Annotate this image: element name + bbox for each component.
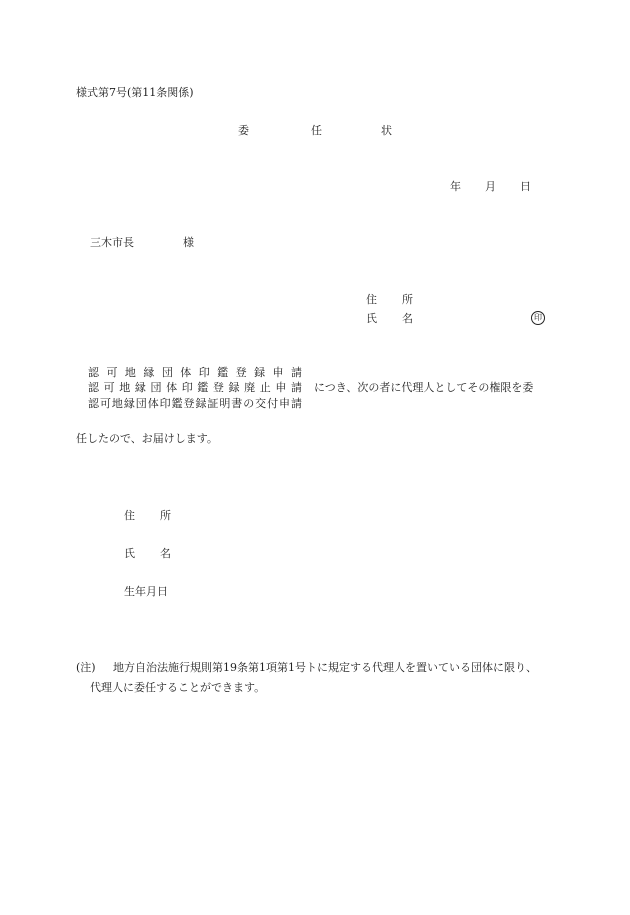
agent-birth-label: 生年月日 [124, 585, 168, 598]
title-char-1: 委 [238, 124, 249, 137]
application-item-1: 認可地縁団体印鑑登録申請 [88, 366, 302, 379]
date-year: 年 [450, 180, 461, 193]
title-char-2: 任 [311, 124, 322, 137]
note-label: (注) [76, 661, 96, 674]
title-char-3: 状 [381, 124, 392, 137]
agent-name-label: 氏 名 [124, 547, 171, 560]
recipient-name: 三木市長 [90, 236, 134, 249]
application-item-3: 認可地縁団体印鑑登録証明書の交付申請 [88, 397, 302, 410]
delegation-text-1: につき、次の者に代理人としてその権限を委 [314, 381, 534, 394]
delegation-text-2: 任したので、お届けします。 [76, 432, 218, 445]
form-number: 様式第7号(第11条関係) [76, 86, 194, 99]
principal-address-label: 住 所 [366, 293, 413, 306]
application-item-2: 認可地縁団体印鑑登録廃止申請 [88, 381, 302, 394]
note-line-1: 地方自治法施行規則第19条第1項第1号トに規定する代理人を置いている団体に限り、 [113, 661, 537, 674]
note-line-2: 代理人に委任することができます。 [90, 681, 266, 694]
date-month: 月 [485, 180, 496, 193]
date-day: 日 [520, 180, 531, 193]
seal-icon: 印 [531, 311, 545, 325]
principal-name-label: 氏 名 [366, 312, 413, 325]
recipient-honorific: 様 [183, 236, 194, 249]
agent-address-label: 住 所 [124, 509, 171, 522]
